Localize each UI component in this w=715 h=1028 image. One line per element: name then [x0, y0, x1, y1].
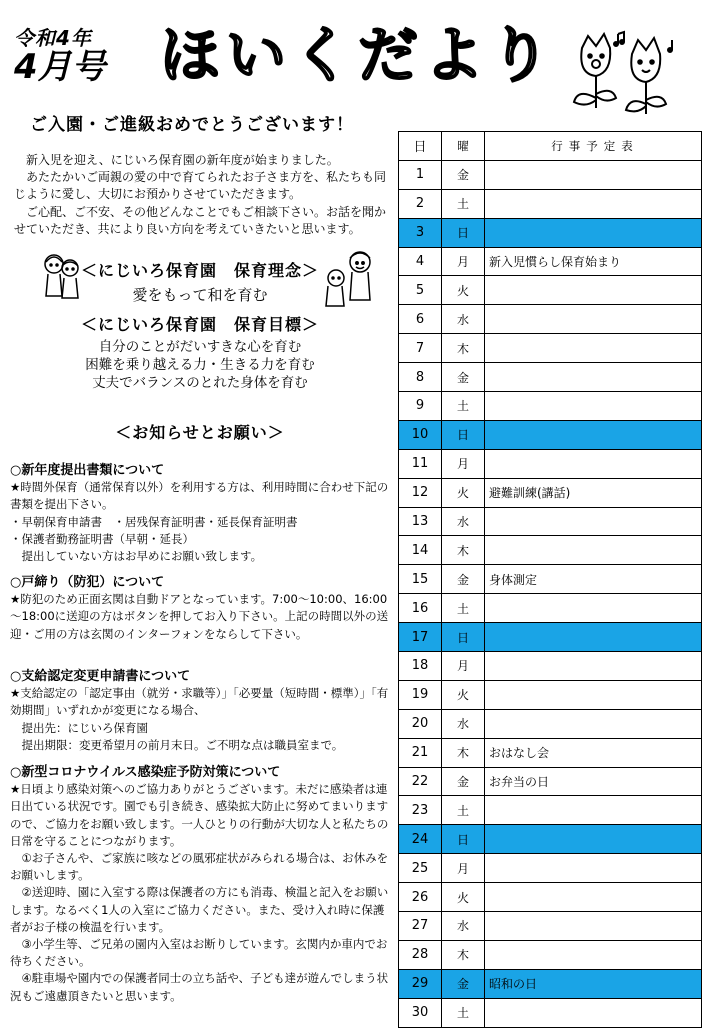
- day-cell: 26: [399, 883, 442, 912]
- day-cell: 1: [399, 160, 442, 189]
- notice-line: ★支給認定の「認定事由（就労・求職等）」「必要量（短時間・標準）」「有効期間」いずれかが変更になる場合、: [10, 686, 389, 718]
- intro-text: [14, 152, 386, 238]
- weekday-cell: 金: [442, 160, 485, 189]
- calendar-row: [399, 478, 702, 507]
- intro-paragraph: あたたかいご両親の愛の中で育てられたお子さま方を、私たちも同じように愛し、大切にお預かりさせていただきます。: [14, 170, 387, 202]
- weekday-cell: 金: [442, 363, 485, 392]
- intro-paragraph: 新入児を迎え、にじいろ保育園の新年度が始まりました。: [26, 153, 339, 167]
- day-cell: 14: [399, 536, 442, 565]
- event-cell: [485, 392, 702, 421]
- weekday-cell: 木: [442, 334, 485, 363]
- day-cell: 11: [399, 449, 442, 478]
- event-cell: 身体測定: [485, 565, 702, 594]
- calendar-row: [399, 449, 702, 478]
- calendar-row: [399, 536, 702, 565]
- notice-title: ○支給認定変更申請書について: [10, 669, 191, 684]
- day-cell: 4: [399, 247, 442, 276]
- calendar-row: [399, 998, 702, 1027]
- notice-line: ④駐車場や園内での保護者同士の立ち話や、子ども達が遊んでしまう状況もご遠慮頂きたいと思います。: [10, 971, 389, 1003]
- weekday-cell: 火: [442, 276, 485, 305]
- day-cell: 22: [399, 767, 442, 796]
- event-cell: 新入児慣らし保育始まり: [485, 247, 702, 276]
- calendar-row: [399, 969, 702, 998]
- day-cell: 9: [399, 392, 442, 421]
- weekday-cell: 水: [442, 912, 485, 941]
- day-cell: 5: [399, 276, 442, 305]
- calendar-row: [399, 565, 702, 594]
- notice-line: ★時間外保育（通常保育以外）を利用する方は、利用時間に合わせ下記の書類を提出下さい。: [10, 480, 389, 512]
- weekday-cell: 土: [442, 594, 485, 623]
- weekday-cell: 土: [442, 998, 485, 1027]
- event-cell: おはなし会: [485, 738, 702, 767]
- calendar-row: [399, 854, 702, 883]
- weekday-cell: 火: [442, 680, 485, 709]
- issue-month: 4月号: [14, 47, 106, 87]
- day-cell: 7: [399, 334, 442, 363]
- event-cell: [485, 363, 702, 392]
- calendar-row: [399, 738, 702, 767]
- event-cell: [485, 680, 702, 709]
- day-cell: 25: [399, 854, 442, 883]
- calendar-body: [399, 160, 702, 1027]
- event-cell: 避難訓練(講話): [485, 478, 702, 507]
- notice-line: ①お子さんや、ご家族に咳などの風邪症状がみられる場合は、お休みをお願いします。: [10, 851, 389, 883]
- day-cell: 15: [399, 565, 442, 594]
- notices-heading: ＜お知らせとお願い＞: [115, 423, 285, 442]
- day-cell: 28: [399, 940, 442, 969]
- intro-paragraph: ご心配、ご不安、その他どんなことでもご相談下さい。お話を聞かせていただき、共により良い方向を考えていきたいと思います。: [14, 204, 387, 236]
- weekday-cell: 土: [442, 796, 485, 825]
- day-cell: 13: [399, 507, 442, 536]
- weekday-cell: 日: [442, 623, 485, 652]
- weekday-cell: 月: [442, 449, 485, 478]
- event-cell: [485, 623, 702, 652]
- philosophy-text: 愛をもって和を育む: [132, 286, 268, 304]
- calendar-row: [399, 767, 702, 796]
- notice-security: [10, 574, 390, 643]
- event-cell: [485, 420, 702, 449]
- weekday-cell: 金: [442, 767, 485, 796]
- notice-line: 提出していない方はお早めにお願い致します。: [10, 549, 263, 564]
- day-column-header: 日: [399, 132, 442, 161]
- event-calendar-table: [398, 131, 702, 1028]
- calendar-row: [399, 189, 702, 218]
- notice-line: ★日頃より感染対策へのご協力ありがとうございます。未だに感染者は連日出ている状況です。園でも引き続き、感染拡大防止に努めてまいりますので、ご協力をお願い致します。一人ひとりの行動が大切な人と私たちの日常を守ることにつながります。: [10, 782, 389, 848]
- event-cell: [485, 449, 702, 478]
- day-cell: 16: [399, 594, 442, 623]
- notice-title: ○戸締り（防犯）について: [10, 575, 165, 590]
- weekday-cell: 日: [442, 825, 485, 854]
- event-cell: [485, 594, 702, 623]
- weekday-cell: 木: [442, 940, 485, 969]
- event-cell: [485, 854, 702, 883]
- tulip-characters-illustration: [568, 28, 686, 120]
- weekday-cell: 木: [442, 536, 485, 565]
- weekday-cell: 日: [442, 218, 485, 247]
- notice-line: ・早朝保育申請書 ・居残保育証明書・延長保育証明書: [10, 514, 298, 529]
- calendar-row: [399, 392, 702, 421]
- era-year: 令和4年: [14, 26, 92, 50]
- notice-line: ③小学生等、ご兄弟の園内入室はお断りしています。玄関内か車内でお待ちください。: [10, 937, 388, 969]
- event-cell: [485, 912, 702, 941]
- goal-item: 困難を乗り越える力・生きる力を育む: [85, 357, 315, 373]
- day-cell: 29: [399, 969, 442, 998]
- calendar-row: [399, 594, 702, 623]
- event-cell: [485, 189, 702, 218]
- notice-line: ・保護者勤務証明書（早朝・延長）: [10, 531, 194, 546]
- calendar-row: [399, 825, 702, 854]
- day-cell: 20: [399, 709, 442, 738]
- calendar-row: [399, 305, 702, 334]
- day-cell: 17: [399, 623, 442, 652]
- calendar-header-row: [399, 132, 702, 161]
- event-cell: [485, 160, 702, 189]
- weekday-cell: 土: [442, 189, 485, 218]
- weekday-cell: 木: [442, 738, 485, 767]
- notice-line: ②送迎時、園に入室する際は保護者の方にも消毒、検温と記入をお願いします。なるべく1人の入室にご協力ください。また、受け入れ時に保護者がお子様の検温を行います。: [10, 885, 389, 934]
- event-cell: [485, 652, 702, 681]
- event-cell: [485, 536, 702, 565]
- notice-line: ★防犯のため正面玄関は自動ドアとなっています。7:00～10:00、16:00～18:00に送迎の方はボタンを押してお入り下さい。上記の時間以外の送迎・ご用の方は玄関のインターフォンをならして下さい。: [10, 592, 389, 641]
- events-column-header: 行事予定表: [485, 132, 702, 161]
- notice-line: 提出先：にじいろ保育園: [21, 720, 148, 735]
- day-cell: 27: [399, 912, 442, 941]
- event-cell: [485, 334, 702, 363]
- calendar-row: [399, 623, 702, 652]
- calendar-row: [399, 160, 702, 189]
- goals-heading: ＜にじいろ保育園 保育目標＞: [80, 315, 319, 334]
- weekday-cell: 日: [442, 420, 485, 449]
- calendar-row: [399, 420, 702, 449]
- event-cell: [485, 305, 702, 334]
- weekday-cell: 月: [442, 854, 485, 883]
- event-cell: [485, 709, 702, 738]
- day-cell: 3: [399, 218, 442, 247]
- goal-item: 自分のことがだいすきな心を育む: [98, 339, 302, 355]
- day-cell: 10: [399, 420, 442, 449]
- weekday-cell: 土: [442, 392, 485, 421]
- calendar-row: [399, 940, 702, 969]
- calendar-row: [399, 276, 702, 305]
- weekday-cell: 金: [442, 969, 485, 998]
- calendar-row: [399, 247, 702, 276]
- event-cell: [485, 507, 702, 536]
- calendar-row: [399, 680, 702, 709]
- weekday-cell: 火: [442, 883, 485, 912]
- notice-title: ○新年度提出書類について: [10, 463, 165, 478]
- calendar-row: [399, 334, 702, 363]
- philosophy-heading: ＜にじいろ保育園 保育理念＞: [80, 261, 319, 280]
- calendar-row: [399, 507, 702, 536]
- notice-documents: [10, 462, 390, 565]
- notice-line: 提出期限：変更希望月の前月末日。ご不明な点は職員室まで。: [21, 737, 344, 752]
- weekday-cell: 火: [442, 478, 485, 507]
- calendar-row: [399, 363, 702, 392]
- calendar-row: [399, 218, 702, 247]
- day-cell: 18: [399, 652, 442, 681]
- day-cell: 24: [399, 825, 442, 854]
- day-cell: 8: [399, 363, 442, 392]
- weekday-column-header: 曜: [442, 132, 485, 161]
- calendar-row: [399, 796, 702, 825]
- day-cell: 2: [399, 189, 442, 218]
- goal-item: 丈夫でバランスのとれた身体を育む: [92, 375, 308, 391]
- event-cell: [485, 796, 702, 825]
- event-cell: お弁当の日: [485, 767, 702, 796]
- calendar-row: [399, 652, 702, 681]
- day-cell: 23: [399, 796, 442, 825]
- day-cell: 19: [399, 680, 442, 709]
- calendar-row: [399, 883, 702, 912]
- goals-list: [60, 338, 340, 392]
- notice-covid: [10, 764, 390, 1005]
- event-cell: [485, 276, 702, 305]
- newsletter-title: ほいくだより: [160, 21, 556, 91]
- weekday-cell: 月: [442, 247, 485, 276]
- event-cell: [485, 998, 702, 1027]
- weekday-cell: 水: [442, 305, 485, 334]
- day-cell: 21: [399, 738, 442, 767]
- day-cell: 12: [399, 478, 442, 507]
- day-cell: 6: [399, 305, 442, 334]
- event-cell: [485, 940, 702, 969]
- weekday-cell: 水: [442, 709, 485, 738]
- calendar-row: [399, 912, 702, 941]
- congrats-heading: ご入園・ご進級おめでとうございます！: [30, 115, 354, 135]
- event-cell: [485, 218, 702, 247]
- event-cell: [485, 825, 702, 854]
- weekday-cell: 金: [442, 565, 485, 594]
- day-cell: 30: [399, 998, 442, 1027]
- event-cell: 昭和の日: [485, 969, 702, 998]
- notice-certification: [10, 668, 390, 754]
- calendar-row: [399, 709, 702, 738]
- notice-title: ○新型コロナウイルス感染症予防対策について: [10, 765, 281, 780]
- event-cell: [485, 883, 702, 912]
- weekday-cell: 月: [442, 652, 485, 681]
- weekday-cell: 水: [442, 507, 485, 536]
